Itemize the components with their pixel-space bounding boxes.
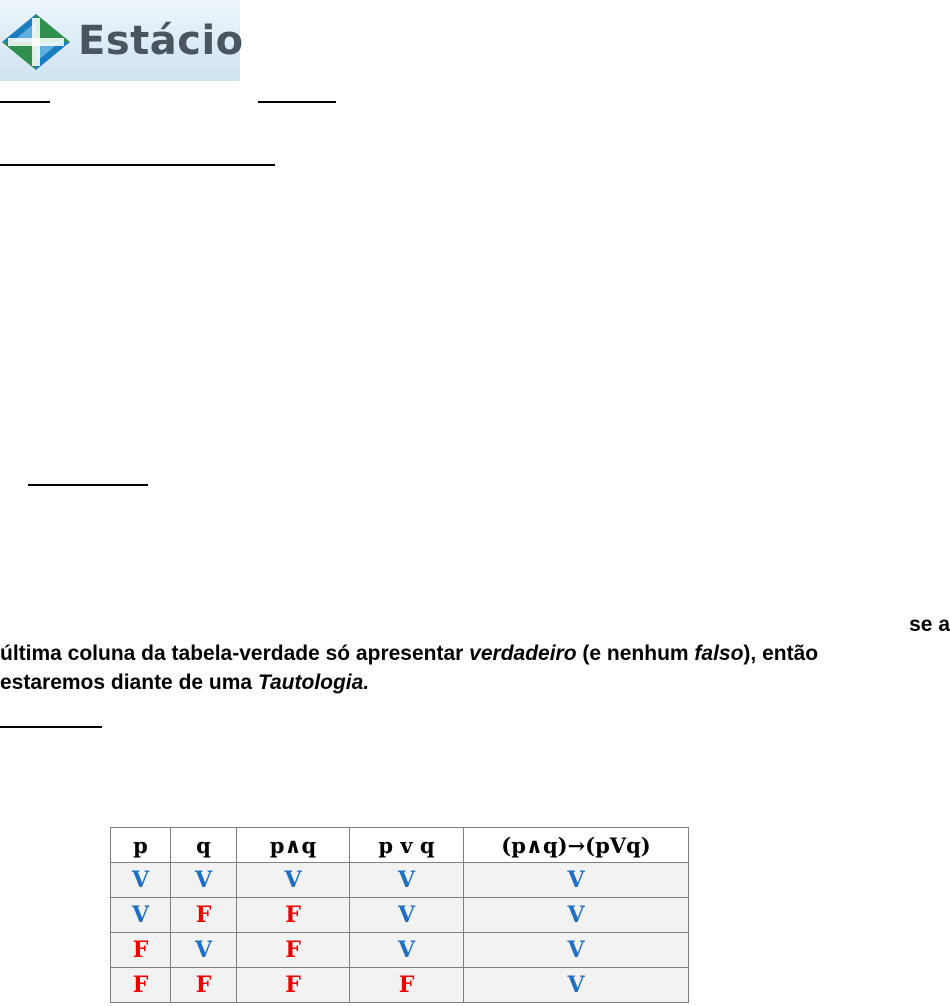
table-cell: V [111, 898, 171, 933]
paragraph-emphasis: falso [694, 642, 744, 665]
underline-rule [0, 101, 50, 103]
table-cell: V [464, 933, 689, 968]
column-header: q [171, 828, 237, 863]
column-header: p v q [350, 828, 464, 863]
paragraph-text: ), então [743, 642, 819, 665]
table-row [111, 933, 689, 968]
table-row [111, 863, 689, 898]
table-cell: V [350, 898, 464, 933]
underline-rule [0, 726, 102, 728]
truth-table [110, 827, 689, 1003]
estacio-diamond-logo-icon [0, 12, 72, 72]
table-cell: V [464, 898, 689, 933]
underline-rule [0, 164, 275, 166]
table-cell: V [171, 863, 237, 898]
paragraph-text: estaremos diante de uma [0, 671, 258, 694]
underline-rule [28, 484, 148, 486]
paragraph-emphasis: Tautologia. [257, 671, 370, 694]
paragraph-text: (e nenhum [576, 642, 695, 665]
table-cell: F [237, 933, 350, 968]
table-cell: V [350, 863, 464, 898]
table-header-row [111, 828, 689, 863]
column-header: (p∧q)→(pVq) [464, 828, 689, 863]
column-header: p [111, 828, 171, 863]
paragraph-emphasis: verdadeiro [469, 642, 577, 665]
table-cell: V [171, 933, 237, 968]
underline-rule [258, 101, 336, 103]
table-cell: F [111, 968, 171, 1003]
table-cell: V [237, 863, 350, 898]
table-cell: F [237, 898, 350, 933]
table-row [111, 898, 689, 933]
table-row [111, 968, 689, 1003]
table-cell: F [237, 968, 350, 1003]
logo-text: Estácio [78, 18, 244, 64]
column-header: p∧q [237, 828, 350, 863]
table-cell: F [350, 968, 464, 1003]
table-cell: V [350, 933, 464, 968]
table-cell: F [111, 933, 171, 968]
table-cell: F [171, 968, 237, 1003]
tautology-paragraph [0, 610, 950, 697]
table-cell: F [171, 898, 237, 933]
table-cell: V [464, 968, 689, 1003]
table-cell: V [111, 863, 171, 898]
paragraph-text: última coluna da tabela-verdade só apresentar [0, 642, 470, 665]
estacio-logo [0, 0, 244, 81]
table-cell: V [464, 863, 689, 898]
paragraph-lead: se a [909, 613, 950, 636]
